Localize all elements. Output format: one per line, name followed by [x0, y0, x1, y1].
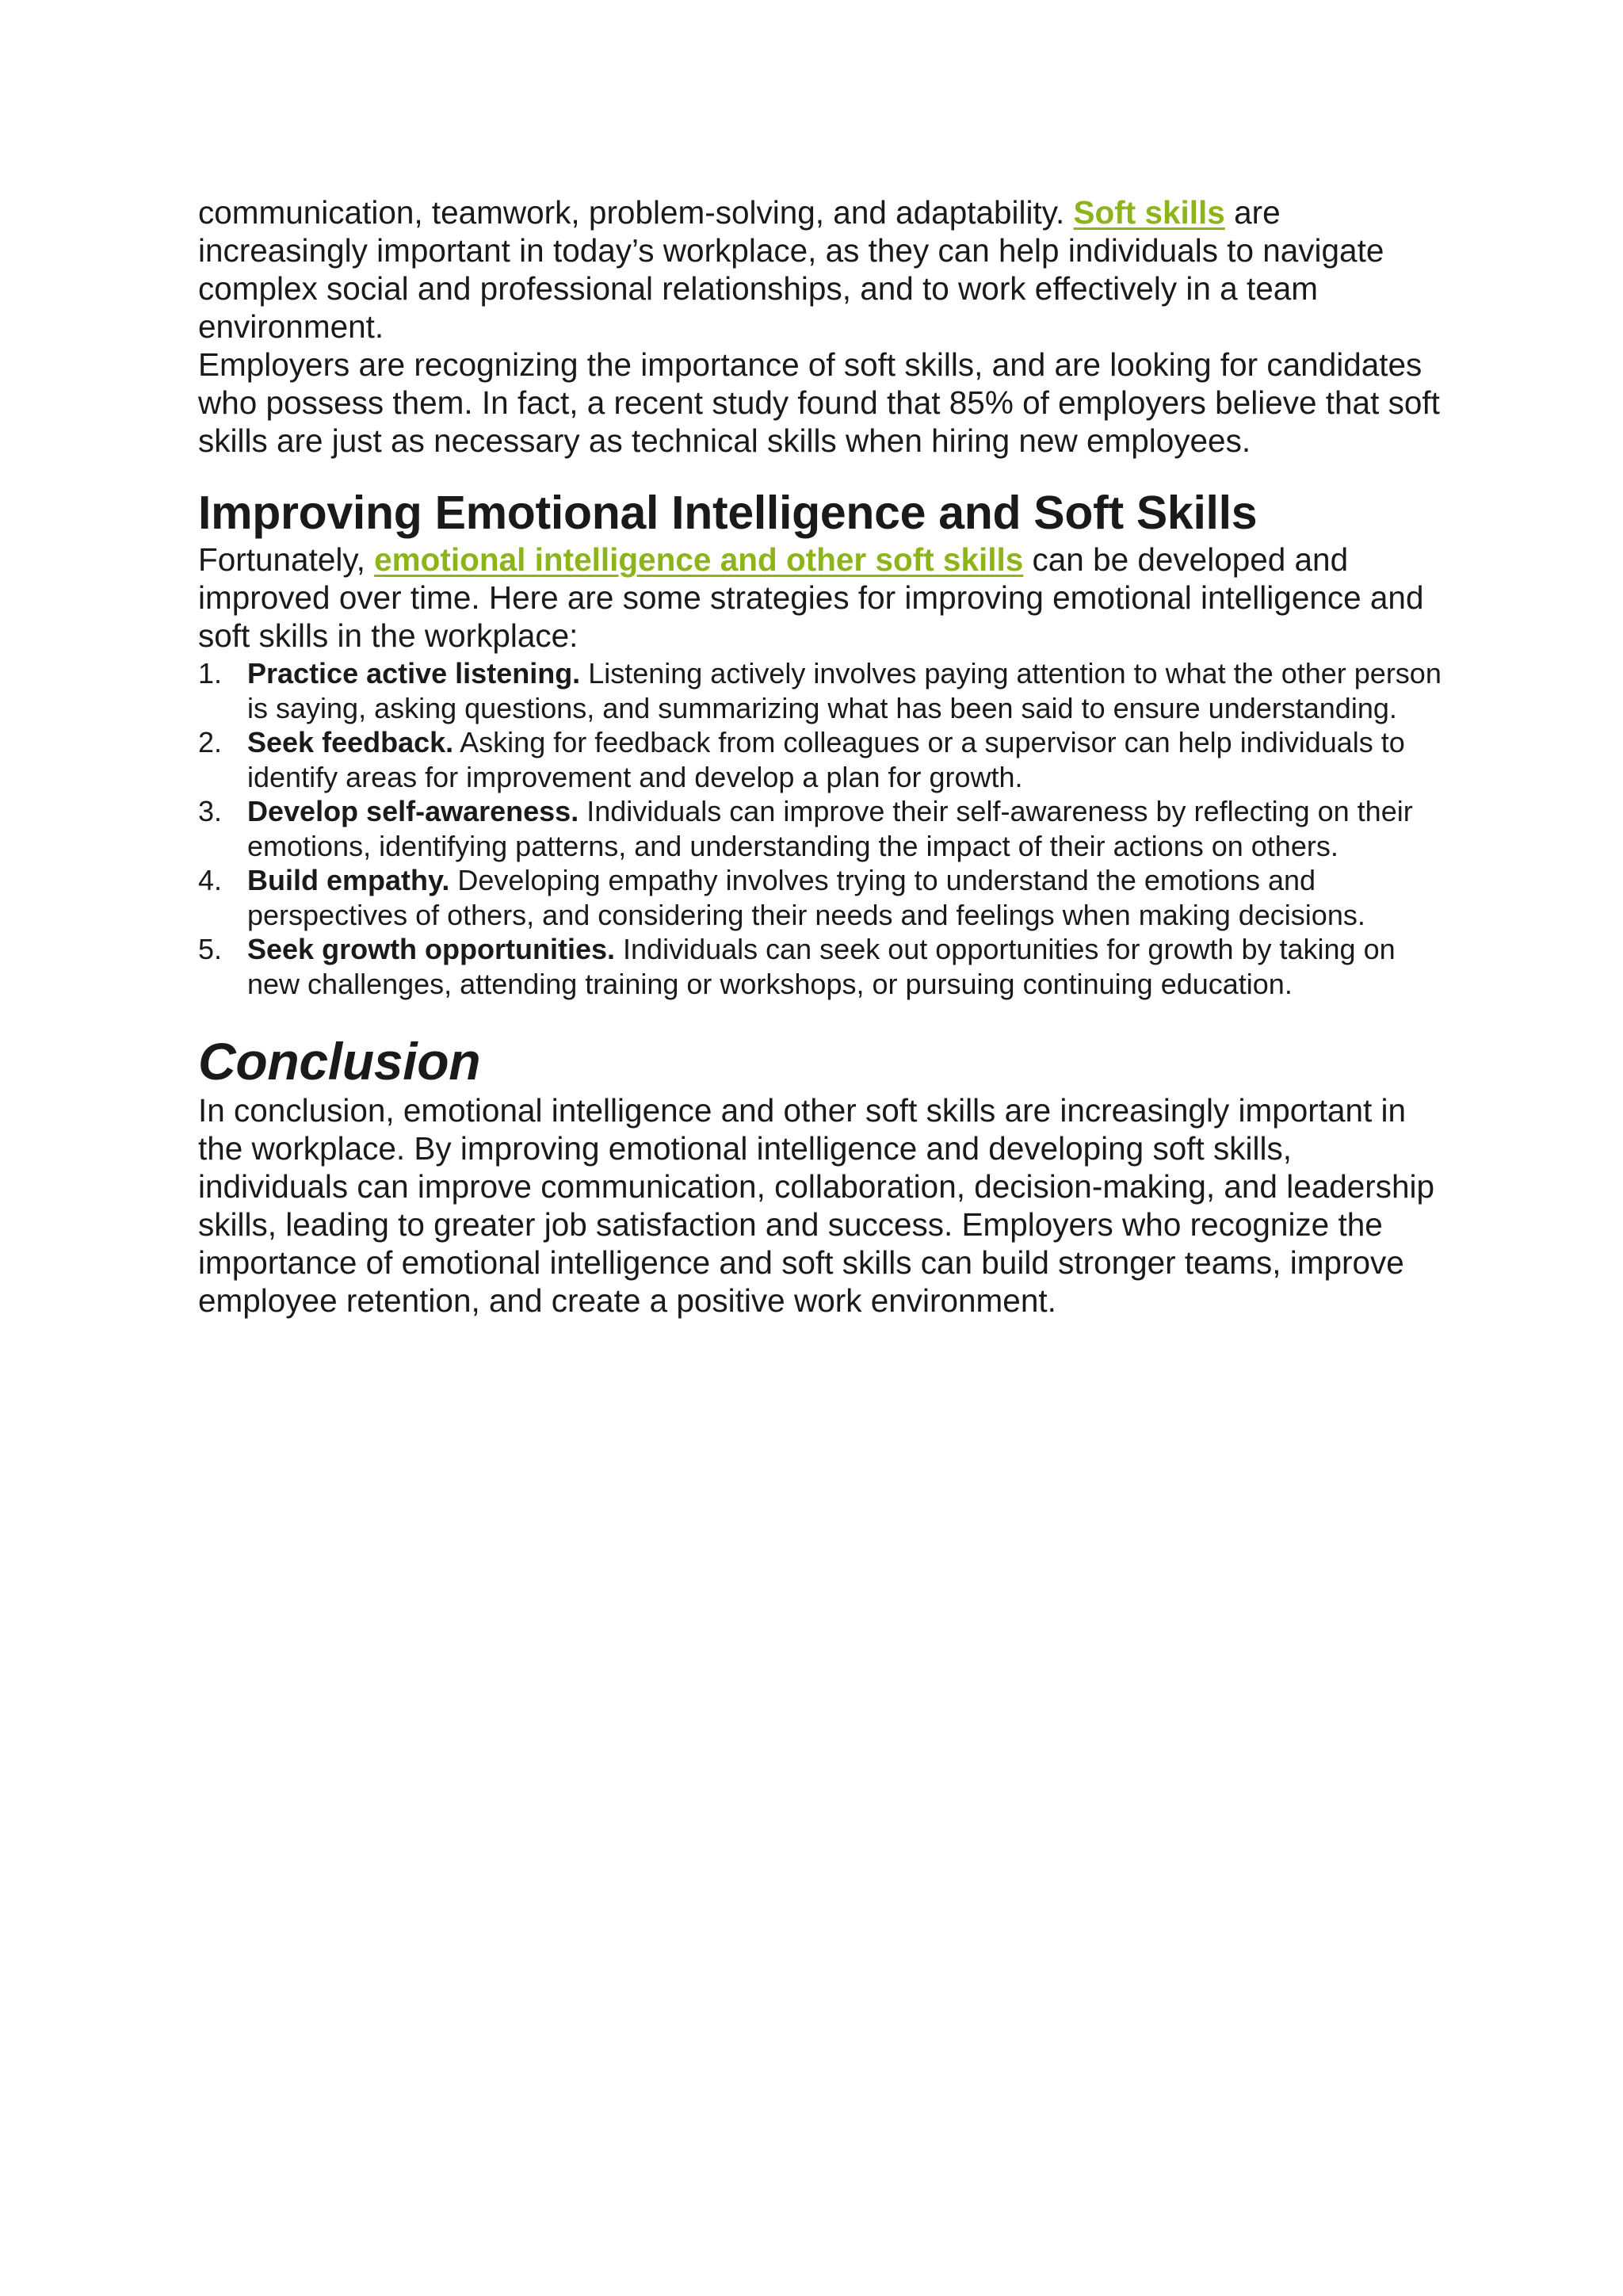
list-item-text: Developing empathy involves trying to understand the emotions and perspectives of others, and considering their needs and feelings when making decisions.: [247, 864, 1365, 931]
intro-text-start: communication, teamwork, problem-solving, and adaptability.: [198, 194, 1074, 231]
list-item-text: Individuals can seek out opportunities for growth by taking on new challenges, attending training or workshops, or pursuing continuing education.: [247, 933, 1396, 1000]
list-item-text: Individuals can improve their self-awareness by reflecting on their emotions, identifying patterns, and understanding the impact of their actions on others.: [247, 795, 1413, 862]
list-item-title: Seek feedback.: [247, 726, 454, 758]
improving-lead-end: can be developed and improved over time. Here are some strategies for improving emotional intelligence and soft skills in the workplace:: [198, 541, 1424, 654]
intro-text-end: are increasingly important in today’s workplace, as they can help individuals to navigate complex social and professional relationships, and to work effectively in a team environment.: [198, 194, 1384, 345]
list-item-title: Seek growth opportunities.: [247, 933, 616, 965]
list-item: [198, 656, 1450, 725]
list-item-title: Practice active listening.: [247, 657, 581, 690]
list-item-number: 5.: [198, 933, 223, 965]
list-item: [198, 794, 1450, 863]
list-item-number: 4.: [198, 864, 223, 896]
list-item-text: Asking for feedback from colleagues or a supervisor can help individuals to identify areas for improvement and develop a plan for growth.: [247, 726, 1405, 793]
strategies-list: [198, 656, 1450, 1001]
emotional-intelligence-link[interactable]: emotional intelligence and other soft skills: [374, 541, 1024, 578]
conclusion-paragraph: In conclusion, emotional intelligence and other soft skills are increasingly important in the workplace. By improving emotional intelligence and developing soft skills, individuals can improve communication, collaboration, decision-making, and leadership skills, leading to greater job satisfaction and success. Employers who recognize the importance of emotional intelligence and soft skills can build stronger teams, improve employee retention, and create a positive work environment.: [198, 1092, 1435, 1319]
improving-heading: Improving Emotional Intelligence and Soft Skills: [198, 487, 1258, 539]
list-item: [198, 932, 1450, 1001]
list-item: [198, 725, 1450, 794]
list-item-number: 1.: [198, 657, 223, 690]
document-page: [198, 193, 1450, 1320]
soft-skills-link[interactable]: Soft skills: [1073, 194, 1225, 231]
intro-paragraph: [198, 193, 1450, 346]
employers-paragraph: Employers are recognizing the importance of soft skills, and are looking for candidates who possess them. In fact, a recent study found that 85% of employers believe that soft skills are just as necessary as technical skills when hiring new employees.: [198, 346, 1440, 459]
conclusion-heading: Conclusion: [198, 1032, 481, 1091]
list-item-number: 3.: [198, 795, 223, 827]
list-item-number: 2.: [198, 726, 223, 758]
list-item-title: Build empathy.: [247, 864, 450, 896]
improving-lead-start: Fortunately,: [198, 541, 375, 578]
list-item: [198, 863, 1450, 932]
list-item-text: Listening actively involves paying attention to what the other person is saying, asking questions, and summarizing what has been said to ensure understanding.: [247, 657, 1442, 724]
list-item-title: Develop self-awareness.: [247, 795, 579, 827]
improving-lead-paragraph: [198, 541, 1450, 655]
